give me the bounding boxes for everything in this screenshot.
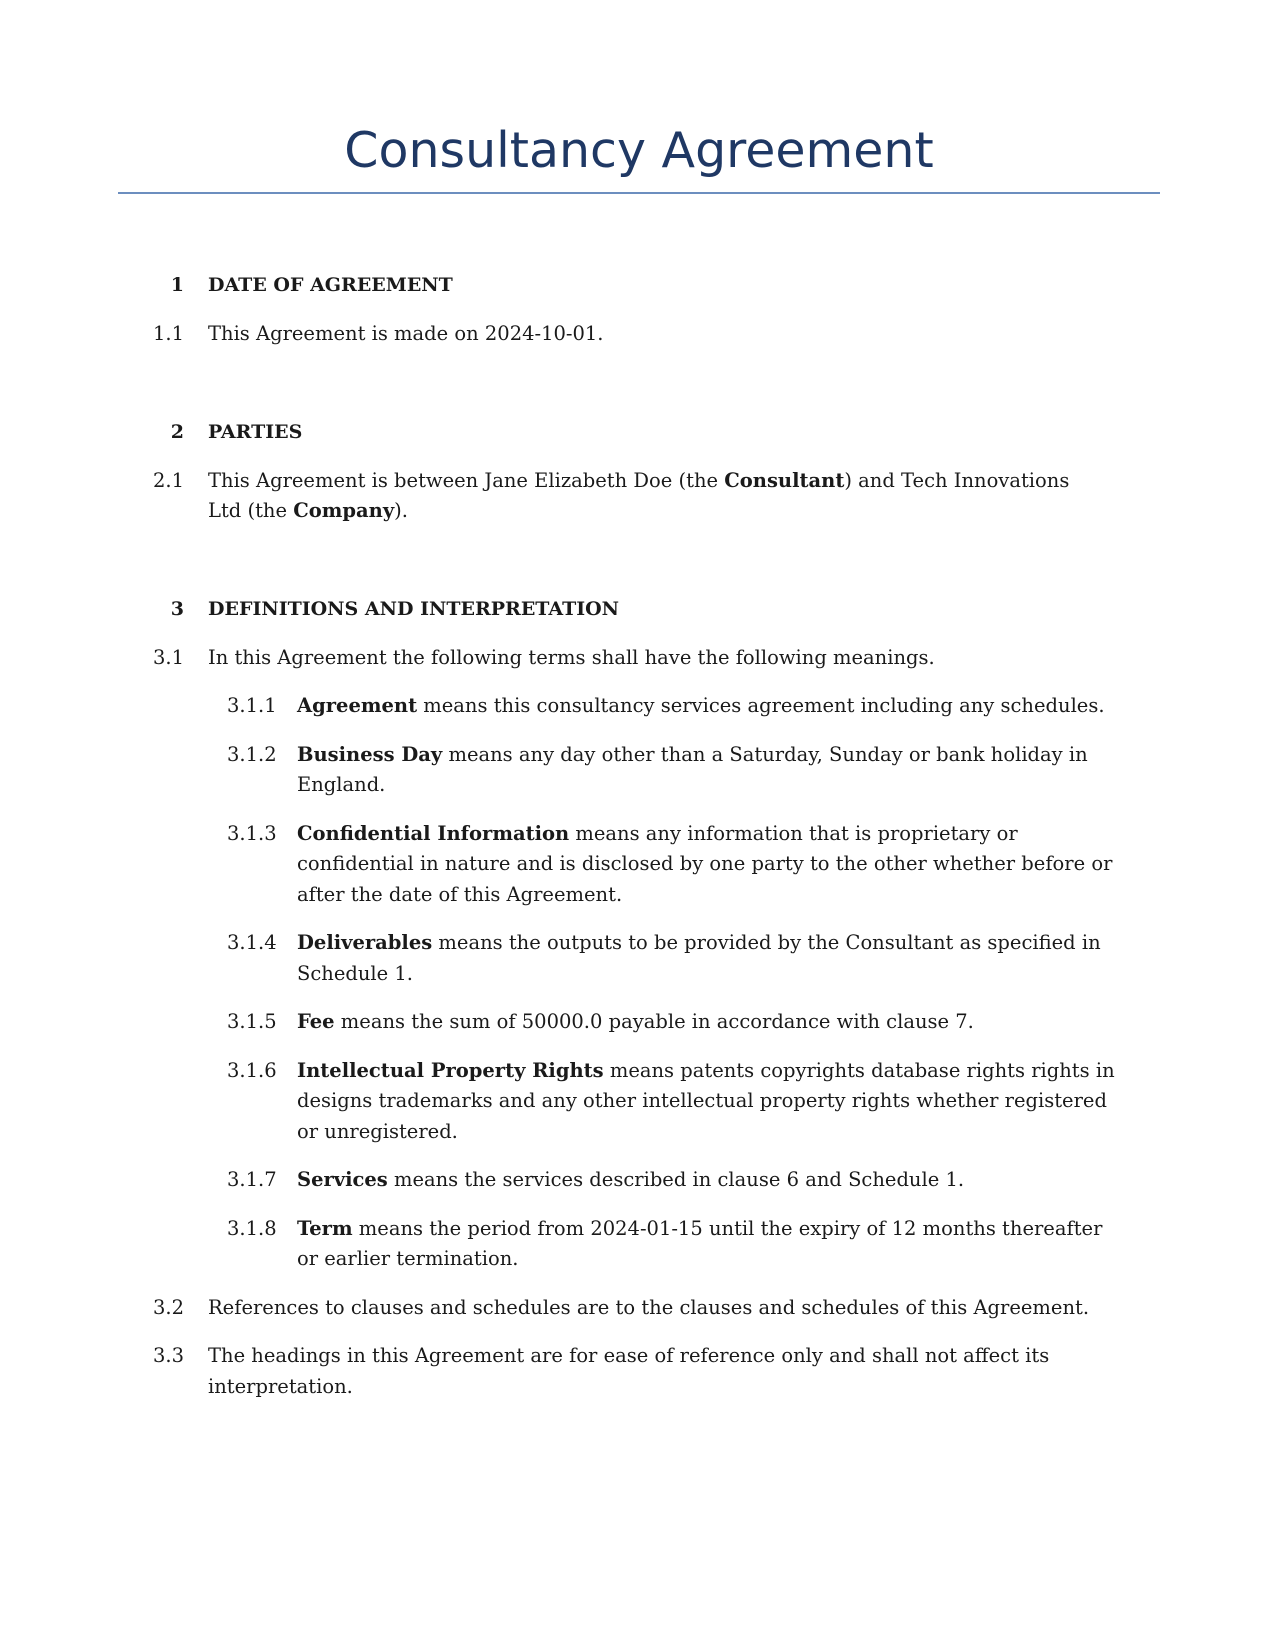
defined-term: Company — [293, 499, 395, 522]
section-heading — [0, 270, 1275, 301]
clause-text-part: This Agreement is between Jane Elizabeth Doe (the — [208, 468, 725, 492]
clause-number: 3.2 — [152, 1295, 184, 1319]
section-number: 2 — [170, 420, 184, 443]
page-title: Consultancy Agreement — [344, 122, 934, 179]
subclause-number: 3.1.5 — [227, 1010, 277, 1033]
defined-term: Confidential Information — [297, 821, 570, 845]
clause-number: 2.1 — [152, 468, 184, 492]
clause — [0, 1341, 1275, 1402]
defined-term: Business Day — [297, 742, 443, 766]
definition-item — [0, 1165, 1275, 1196]
defined-term: Term — [297, 1216, 353, 1240]
definition-item — [0, 928, 1275, 989]
clause-text: This Agreement is made on 2024-10-01. — [208, 322, 604, 345]
subclause-number: 3.1.7 — [227, 1168, 277, 1191]
section-heading — [0, 417, 1275, 448]
clause — [0, 1293, 1275, 1324]
definition-body: means any day other than a Saturday, Sunday or bank holiday in England. — [297, 742, 1088, 796]
definition-text — [297, 1007, 1129, 1038]
clause-text — [208, 466, 1108, 527]
section-title: PARTIES — [208, 420, 303, 443]
defined-term: Agreement — [297, 694, 418, 717]
subclause-number: 3.1.8 — [227, 1216, 277, 1240]
section-title: DATE OF AGREEMENT — [208, 274, 453, 296]
section-heading — [0, 594, 1275, 625]
definition-body: means any information that is proprietary or confidential in nature and is disclosed by one party to the other whether before or after the date of this Agreement. — [297, 821, 1113, 906]
subclause-number: 3.1.4 — [227, 931, 277, 954]
clause-text: In this Agreement the following terms shall have the following meanings. — [208, 645, 935, 669]
defined-term: Deliverables — [297, 931, 433, 954]
clause-number: 3.3 — [152, 1344, 184, 1367]
definition-text — [297, 1056, 1129, 1148]
definition-item — [0, 691, 1275, 722]
section-title: DEFINITIONS AND INTERPRETATION — [208, 597, 620, 620]
definition-body: means the services described in clause 6 and Schedule 1. — [387, 1168, 965, 1191]
clause-text-part: ) and Tech Innovations Ltd (the — [208, 468, 1070, 522]
definition-body: means the sum of 50000.0 payable in accordance with clause 7. — [334, 1010, 974, 1033]
clause-text-part: ). — [394, 499, 408, 522]
definition-body: means this consultancy services agreement including any schedules. — [417, 694, 1105, 717]
definition-body: means the period from 2024-01-15 until the expiry of 12 months thereafter or earlier termination. — [297, 1216, 1103, 1270]
clause — [0, 643, 1275, 674]
definition-item — [0, 819, 1275, 911]
clause-text: References to clauses and schedules are to the clauses and schedules of this Agreement. — [208, 1295, 1090, 1319]
subclause-number: 3.1.2 — [227, 742, 277, 766]
subclause-number: 3.1.6 — [227, 1058, 277, 1082]
definition-item — [0, 740, 1275, 801]
definition-item — [0, 1056, 1275, 1148]
clause — [0, 466, 1275, 527]
section-number: 1 — [170, 274, 184, 296]
definition-text — [297, 819, 1129, 911]
definition-text — [297, 1214, 1129, 1275]
document-body — [0, 270, 1275, 1402]
definition-item — [0, 1007, 1275, 1038]
defined-term: Fee — [297, 1010, 335, 1033]
clause-number: 3.1 — [152, 645, 184, 669]
defined-term: Intellectual Property Rights — [297, 1058, 604, 1082]
defined-term: Services — [297, 1168, 388, 1191]
definition-text — [297, 1165, 1129, 1196]
definition-body: means patents copyrights database rights rights in designs trademarks and any other intellectual property rights whether registered or unregistered. — [297, 1058, 1115, 1143]
subclause-number: 3.1.1 — [227, 694, 277, 717]
title-underline — [118, 192, 1160, 194]
clause-text: The headings in this Agreement are for ease of reference only and shall not affect its interpretation. — [208, 1344, 1050, 1398]
definition-item — [0, 1214, 1275, 1275]
definition-text — [297, 928, 1129, 989]
clause-number: 1.1 — [152, 322, 184, 345]
section-number: 3 — [170, 597, 184, 620]
subclause-number: 3.1.3 — [227, 821, 277, 845]
defined-term: Consultant — [724, 468, 845, 492]
definition-text — [297, 691, 1129, 722]
definition-body: means the outputs to be provided by the Consultant as specified in Schedule 1. — [297, 931, 1101, 985]
definition-text — [297, 740, 1129, 801]
clause — [0, 319, 1275, 350]
